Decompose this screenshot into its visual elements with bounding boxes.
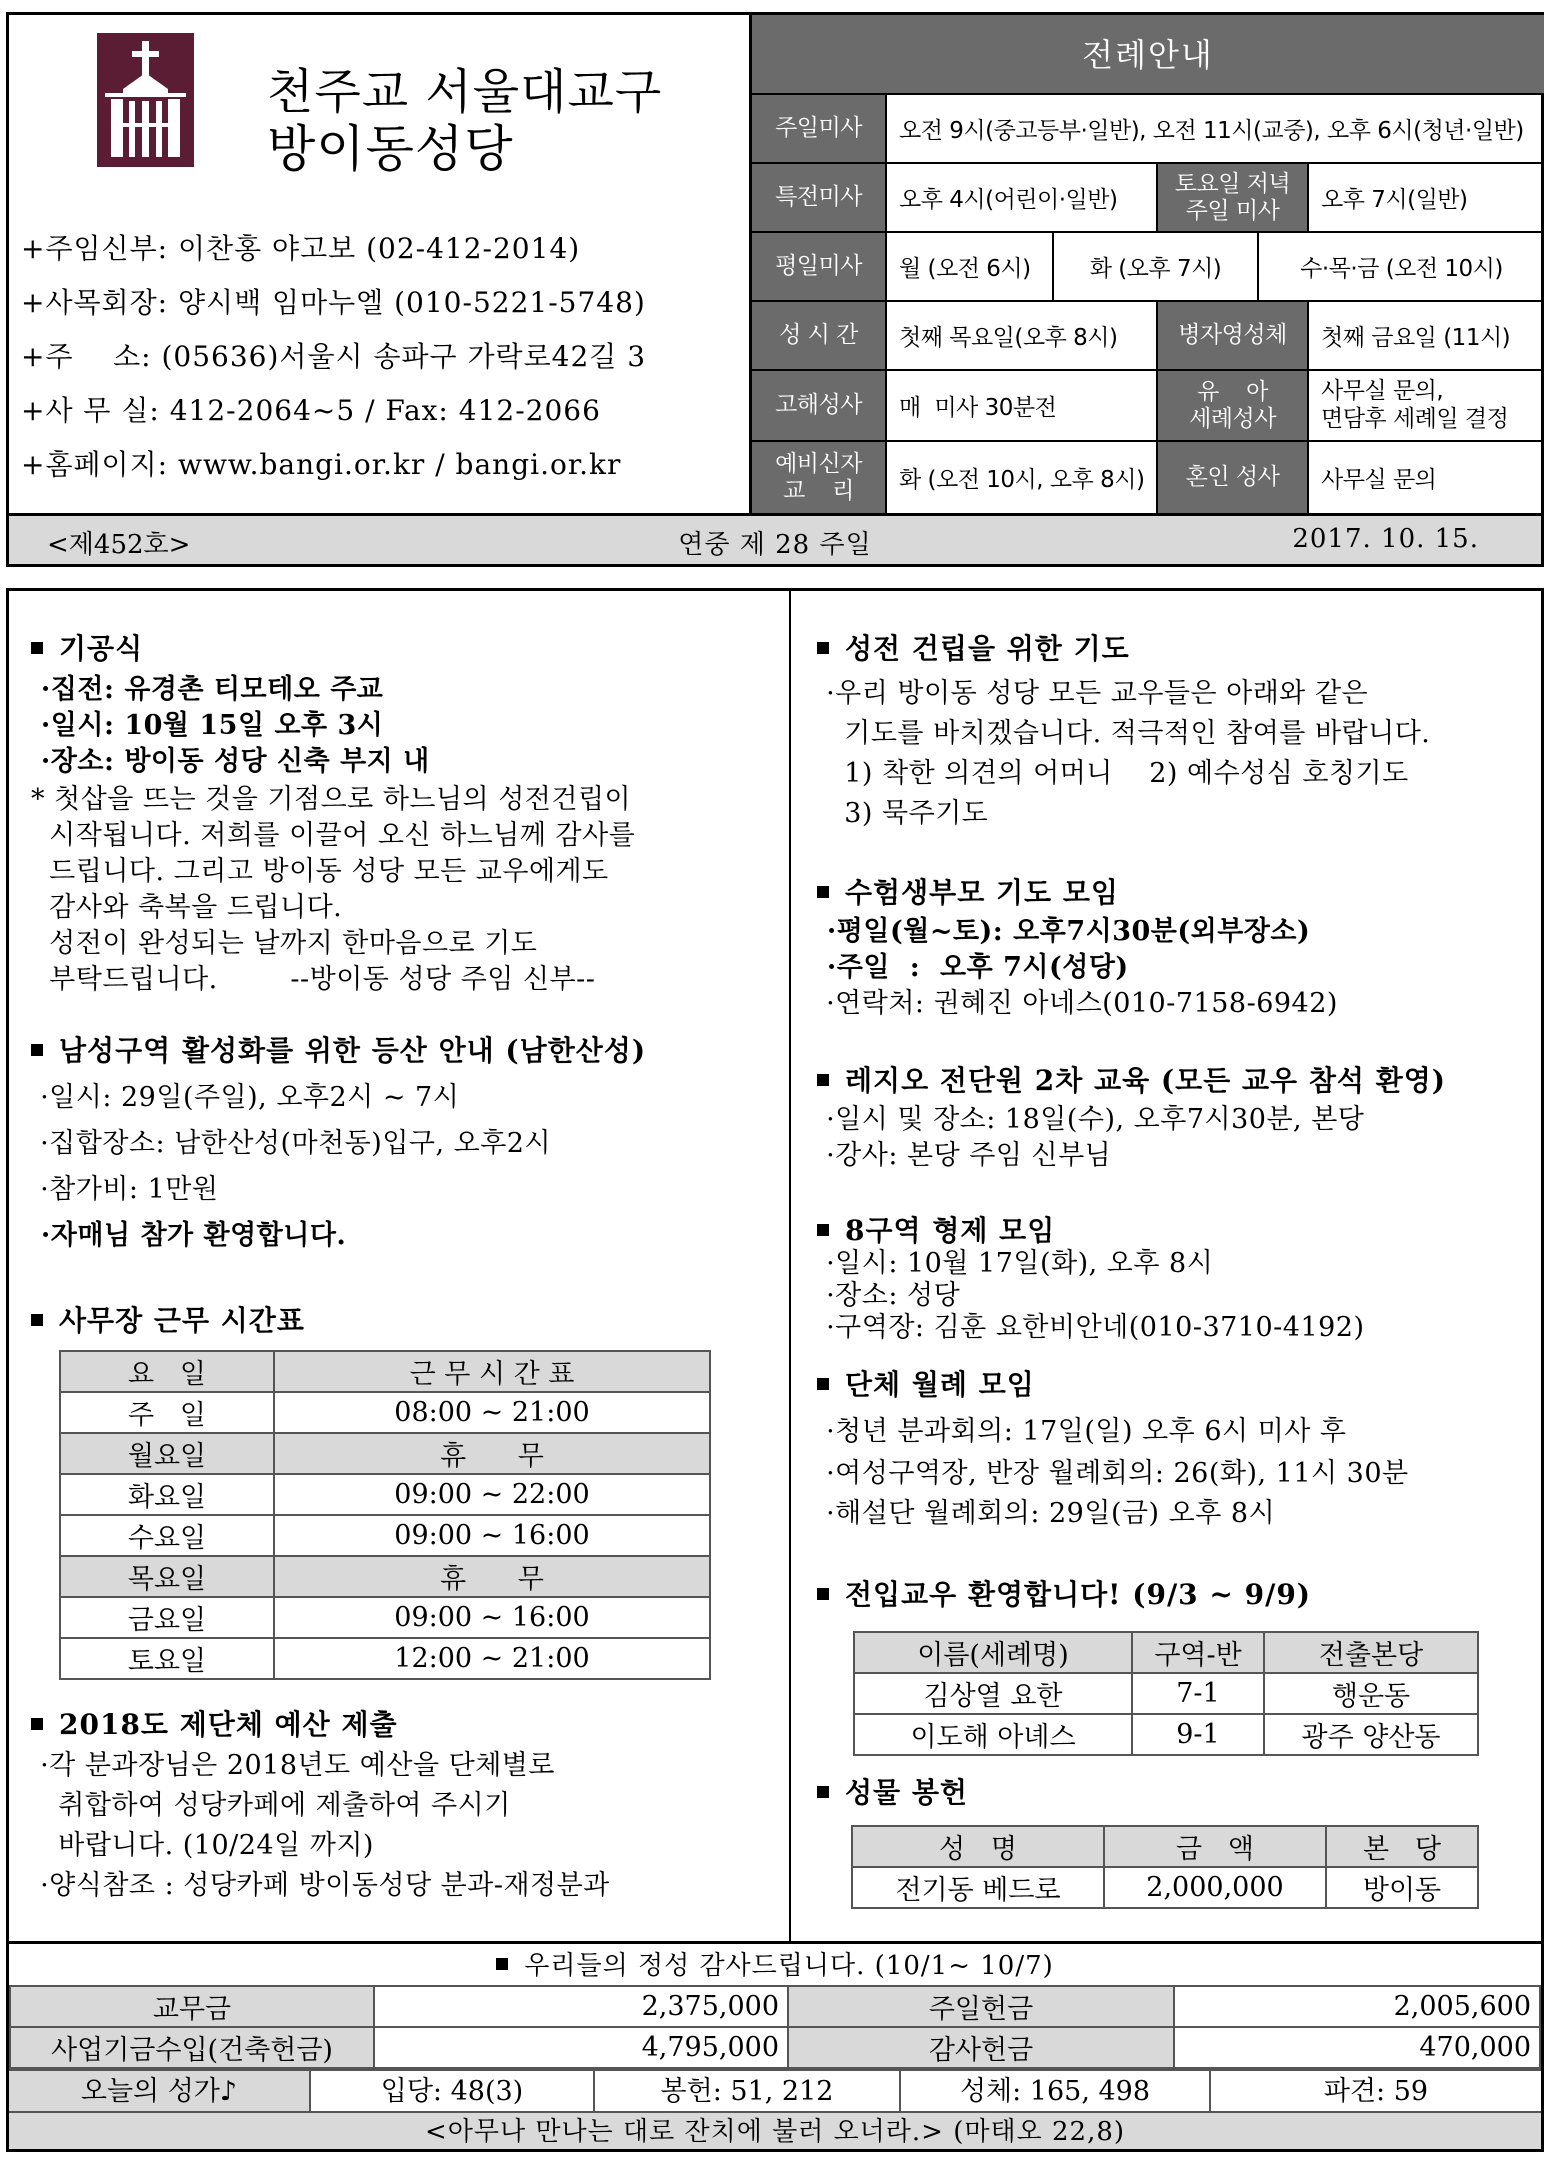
prayer-line3: 1) 착한 의견의 어머니 2) 예수성심 호칭기도 [817, 758, 1409, 789]
offering-amount: 2,000,000 [1104, 1867, 1326, 1908]
office-hours: 휴 무 [274, 1556, 710, 1597]
sick-communion-label: 병자영성체 [1156, 302, 1309, 369]
bullet-square-icon [817, 1378, 829, 1390]
confession-row [752, 371, 1544, 442]
table-row [60, 1556, 710, 1597]
exam-parents-title: 수험생부모 기도 모임 [817, 871, 1119, 911]
exam-contact: ·연락처: 권혜진 아네스(010-7158-6942) [817, 988, 1338, 1019]
budget-title: 2018도 제단체 예산 제출 [31, 1703, 398, 1743]
saturday-evening-label-line2: 주일 미사 [1185, 197, 1280, 224]
office-day: 월요일 [60, 1433, 274, 1474]
dues-label: 교무금 [10, 1986, 374, 2027]
groundbreaking-celebrant: ·집전: 유경촌 티모테오 주교 [31, 674, 384, 705]
weekday-tuesday: 화 (오후 7시) [1052, 233, 1257, 300]
office-hours: 09:00 ~ 16:00 [274, 1515, 710, 1556]
newcomers-table [853, 1631, 1479, 1756]
thanks-offering-label: 감사헌금 [788, 2027, 1174, 2068]
office-hours: 09:00 ~ 16:00 [274, 1597, 710, 1638]
table-row [60, 1433, 710, 1474]
table-row [60, 1392, 710, 1433]
group-meetings-title: 단체 월례 모임 [817, 1363, 1035, 1403]
special-mass-row [752, 164, 1544, 233]
exam-sunday: ·주일 : 오후 7시(성당) [817, 952, 1129, 983]
bulletin-header [6, 12, 1544, 567]
archdiocese-name: 천주교 서울대교구 [267, 64, 663, 120]
confession-label: 고해성사 [752, 371, 887, 440]
dues-value: 2,375,000 [374, 1986, 788, 2027]
table-row [60, 1515, 710, 1556]
offering-header-name: 성 명 [852, 1826, 1104, 1867]
hiking-meeting-place: ·집합장소: 남한산성(마천동)입구, 오후2시 [31, 1128, 552, 1159]
legio-lecturer: ·강사: 본당 주임 신부님 [817, 1140, 1112, 1171]
hiking-title: 남성구역 활성화를 위한 등산 안내 (남한산성) [31, 1029, 646, 1069]
table-row [10, 2027, 1540, 2068]
office-day: 금요일 [60, 1597, 274, 1638]
bullet-square-icon [817, 1588, 829, 1600]
offering-header-amount: 금 액 [1104, 1826, 1326, 1867]
saturday-evening-time: 오후 7시(일반) [1321, 187, 1468, 213]
budget-line3: 바랍니다. (10/24일 까지) [31, 1830, 374, 1861]
entrance-hymn: 입당: 48(3) [311, 2071, 595, 2113]
holy-hour-label: 성 시 간 [752, 302, 887, 369]
newcomers-title: 전입교우 환영합니다! (9/3 ~ 9/9) [817, 1573, 1311, 1613]
bullet-square-icon [31, 1314, 43, 1326]
special-mass-label: 특전미사 [752, 164, 887, 231]
legio-title: 레지오 전단원 2차 교육 (모든 교우 참석 환영) [817, 1059, 1446, 1099]
budget-line2: 취합하여 성당카페에 제출하여 주시기 [31, 1790, 511, 1821]
holy-hour-time: 첫째 목요일(오후 8시) [899, 325, 1118, 351]
groundbreaking-note-line1: * 첫삽을 뜨는 것을 기점으로 하느님의 성전건립이 [31, 784, 632, 815]
budget-line1: ·각 분과장님은 2018년도 예산을 단체별로 [31, 1750, 555, 1781]
newcomers-header-district: 구역-반 [1132, 1632, 1264, 1673]
recessional-hymn: 파견: 59 [1323, 2076, 1429, 2107]
table-row [60, 1474, 710, 1515]
groundbreaking-title: 기공식 [31, 627, 143, 667]
groundbreaking-note-line2: 시작됩니다. 저희를 이끌어 오신 하느님께 감사를 [31, 820, 636, 851]
catechumen-label-line2: 교 리 [783, 477, 854, 504]
liturgical-sunday: 연중 제 28 주일 [678, 530, 872, 560]
budget-line4: ·양식참조 : 성당카페 방이동성당 분과-재정분과 [31, 1870, 610, 1901]
women-district-meeting: ·여성구역장, 반장 월례회의: 26(화), 11시 30분 [817, 1458, 1409, 1489]
infant-baptism-info-line1: 사무실 문의, [1321, 377, 1444, 404]
sick-communion-time: 첫째 금요일 (11시) [1321, 325, 1511, 351]
sunday-mass-times: 오전 9시(중고등부·일반), 오전 11시(교중), 오후 6시(청년·일반) [899, 118, 1524, 144]
sunday-mass-row [752, 95, 1544, 164]
bullet-square-icon [817, 1074, 829, 1086]
newcomer-name: 이도해 아녜스 [854, 1714, 1132, 1755]
bullet-square-icon [817, 1224, 829, 1236]
address-info: +주 소: (05636)서울시 송파구 가락로42길 3 [21, 340, 647, 373]
bullet-square-icon [31, 1044, 43, 1056]
table-row [60, 1597, 710, 1638]
building-fund-label: 사업기금수입(건축헌금) [10, 2027, 374, 2068]
prayer-line4: 3) 묵주기도 [817, 798, 989, 829]
issue-number: <제452호> [47, 530, 191, 560]
finance-title: 우리들의 정성 감사드립니다. (10/1~ 10/7) [9, 1941, 1541, 1985]
table-row [10, 1986, 1540, 2027]
newcomer-district: 9-1 [1132, 1714, 1264, 1755]
parish-info-panel [9, 15, 749, 513]
hymns-row [9, 2069, 1541, 2111]
office-day: 주 일 [60, 1392, 274, 1433]
marriage-info: 사무실 문의 [1321, 467, 1437, 493]
table-row [854, 1673, 1478, 1714]
weekday-mass-row [752, 233, 1544, 302]
column-divider [789, 591, 791, 1941]
office-hours: 08:00 ~ 21:00 [274, 1392, 710, 1433]
special-mass-time: 오후 4시(어린이·일반) [899, 187, 1118, 213]
liturgy-title: 전례안내 [752, 15, 1544, 95]
office-hours: 휴 무 [274, 1433, 710, 1474]
liturgy-guide [749, 15, 1541, 513]
bulletin-body [6, 588, 1544, 2152]
infant-baptism-info [1309, 371, 1544, 440]
finance-table [9, 1985, 1541, 2069]
catechumen-label-line1: 예비신자 [775, 451, 862, 478]
bullet-square-icon [817, 642, 829, 654]
marriage-label: 혼인 성사 [1156, 442, 1309, 513]
hymns-label: 오늘의 성가♪ [9, 2071, 311, 2113]
parish-name: 방이동성당 [267, 120, 514, 178]
commentators-meeting: ·해설단 월례회의: 29일(금) 오후 8시 [817, 1498, 1276, 1529]
groundbreaking-note-line6: 부탁드립니다. --방이동 성당 주임 신부-- [31, 964, 596, 995]
table-row [852, 1867, 1478, 1908]
church-logo [97, 33, 194, 167]
offertory-hymn: 봉헌: 51, 212 [595, 2071, 901, 2113]
newcomers-header-parish: 전출본당 [1264, 1632, 1478, 1673]
infant-baptism-label [1156, 371, 1309, 440]
groundbreaking-note-line3: 드립니다. 그리고 방이동 성당 모든 교우에게도 [31, 856, 609, 887]
bulletin-date: 2017. 10. 15. [1292, 524, 1479, 554]
infant-baptism-label-line2: 세례성사 [1189, 405, 1276, 432]
groundbreaking-time: ·일시: 10월 15일 오후 3시 [31, 710, 384, 741]
district8-place: ·장소: 성당 [817, 1280, 961, 1311]
hiking-fee: ·참가비: 1만원 [31, 1174, 219, 1205]
weekday-wed-thu-fri: 수·목·금 (오전 10시) [1257, 233, 1544, 300]
office-schedule-title: 사무장 근무 시간표 [31, 1299, 305, 1339]
issue-bar [9, 513, 1541, 564]
table-row [854, 1714, 1478, 1755]
offering-table [851, 1825, 1479, 1909]
district8-leader: ·구역장: 김훈 요한비안네(010-3710-4192) [817, 1312, 1365, 1343]
confession-time: 매 미사 30분전 [899, 395, 1057, 421]
weekday-mass-label: 평일미사 [752, 233, 887, 300]
office-day: 토요일 [60, 1638, 274, 1679]
offering-header-parish: 본 당 [1326, 1826, 1478, 1867]
bullet-square-icon [31, 642, 43, 654]
groundbreaking-place: ·장소: 방이동 성당 신축 부지 내 [31, 746, 430, 777]
catechumen-time: 화 (오전 10시, 오후 8시) [899, 467, 1145, 493]
groundbreaking-note-line5: 성전이 완성되는 날까지 한마음으로 기도 [31, 928, 538, 959]
office-hours: 09:00 ~ 22:00 [274, 1474, 710, 1515]
newcomer-name: 김상열 요한 [854, 1673, 1132, 1714]
office-schedule-header-hours: 근 무 시 간 표 [274, 1351, 710, 1392]
thanks-offering-value: 470,000 [1174, 2027, 1540, 2068]
pastor-info: +주임신부: 이찬홍 야고보 (02-412-2014) [21, 232, 581, 265]
office-schedule-table [59, 1350, 711, 1680]
council-president-info: +사목회장: 양시백 임마누엘 (010-5221-5748) [21, 286, 646, 319]
catechumen-row [752, 442, 1544, 513]
hiking-welcome: ·자매님 참가 환영합니다. [31, 1220, 347, 1251]
newcomer-district: 7-1 [1132, 1673, 1264, 1714]
office-schedule-header-day: 요 일 [60, 1351, 274, 1392]
prayer-line1: ·우리 방이동 성당 모든 교우들은 아래와 같은 [817, 678, 1369, 709]
newcomers-header-name: 이름(세례명) [854, 1632, 1132, 1673]
offering-title: 성물 봉헌 [817, 1771, 968, 1811]
sunday-collection-value: 2,005,600 [1174, 1986, 1540, 2027]
office-phone-info: +사 무 실: 412-2064~5 / Fax: 412-2066 [21, 394, 601, 427]
table-row [60, 1638, 710, 1679]
office-hours: 12:00 ~ 21:00 [274, 1638, 710, 1679]
sunday-collection-label: 주일헌금 [788, 1986, 1174, 2027]
saturday-evening-label-line1: 토요일 저녁 [1174, 171, 1291, 198]
church-cross-icon [97, 33, 194, 167]
office-day: 수요일 [60, 1515, 274, 1556]
offering-donor: 전기동 베드로 [852, 1867, 1104, 1908]
weekday-monday: 월 (오전 6시) [899, 256, 1031, 282]
youth-meeting: ·청년 분과회의: 17일(일) 오후 6시 미사 후 [817, 1416, 1347, 1447]
offering-parish: 방이동 [1326, 1867, 1478, 1908]
communion-hymn: 성체: 165, 498 [901, 2071, 1211, 2113]
holy-hour-row [752, 302, 1544, 371]
closing-verse: <아무나 만나는 대로 잔치에 불러 오너라.> (마태오 22,8) [9, 2111, 1541, 2149]
district8-time: ·일시: 10월 17일(화), 오후 8시 [817, 1248, 1214, 1279]
infant-baptism-label-line1: 유 아 [1197, 379, 1268, 406]
newcomer-parish: 행운동 [1264, 1673, 1478, 1714]
newcomer-parish: 광주 양산동 [1264, 1714, 1478, 1755]
hiking-time: ·일시: 29일(주일), 오후2시 ~ 7시 [31, 1082, 460, 1113]
office-day: 화요일 [60, 1474, 274, 1515]
building-fund-value: 4,795,000 [374, 2027, 788, 2068]
homepage-info: +홈페이지: www.bangi.or.kr / bangi.or.kr [21, 448, 622, 481]
infant-baptism-info-line2: 면담후 세례일 결정 [1321, 405, 1509, 432]
church-building-prayer-title: 성전 건립을 위한 기도 [817, 627, 1130, 667]
bullet-square-icon [31, 1718, 43, 1730]
bullet-square-icon [496, 1958, 508, 1970]
groundbreaking-note-line4: 감사와 축복을 드립니다. [31, 892, 343, 923]
bullet-square-icon [817, 1786, 829, 1798]
exam-weekday: ·평일(월~토): 오후7시30분(외부장소) [817, 916, 1311, 947]
district8-title: 8구역 형제 모임 [817, 1209, 1055, 1249]
legio-time-place: ·일시 및 장소: 18일(수), 오후7시30분, 본당 [817, 1104, 1365, 1135]
sunday-mass-label: 주일미사 [752, 95, 887, 162]
office-day: 목요일 [60, 1556, 274, 1597]
bullet-square-icon [817, 886, 829, 898]
catechumen-label [752, 442, 887, 513]
prayer-line2: 기도를 바치겠습니다. 적극적인 참여를 바랍니다. [817, 718, 1431, 749]
saturday-evening-label [1156, 164, 1309, 231]
